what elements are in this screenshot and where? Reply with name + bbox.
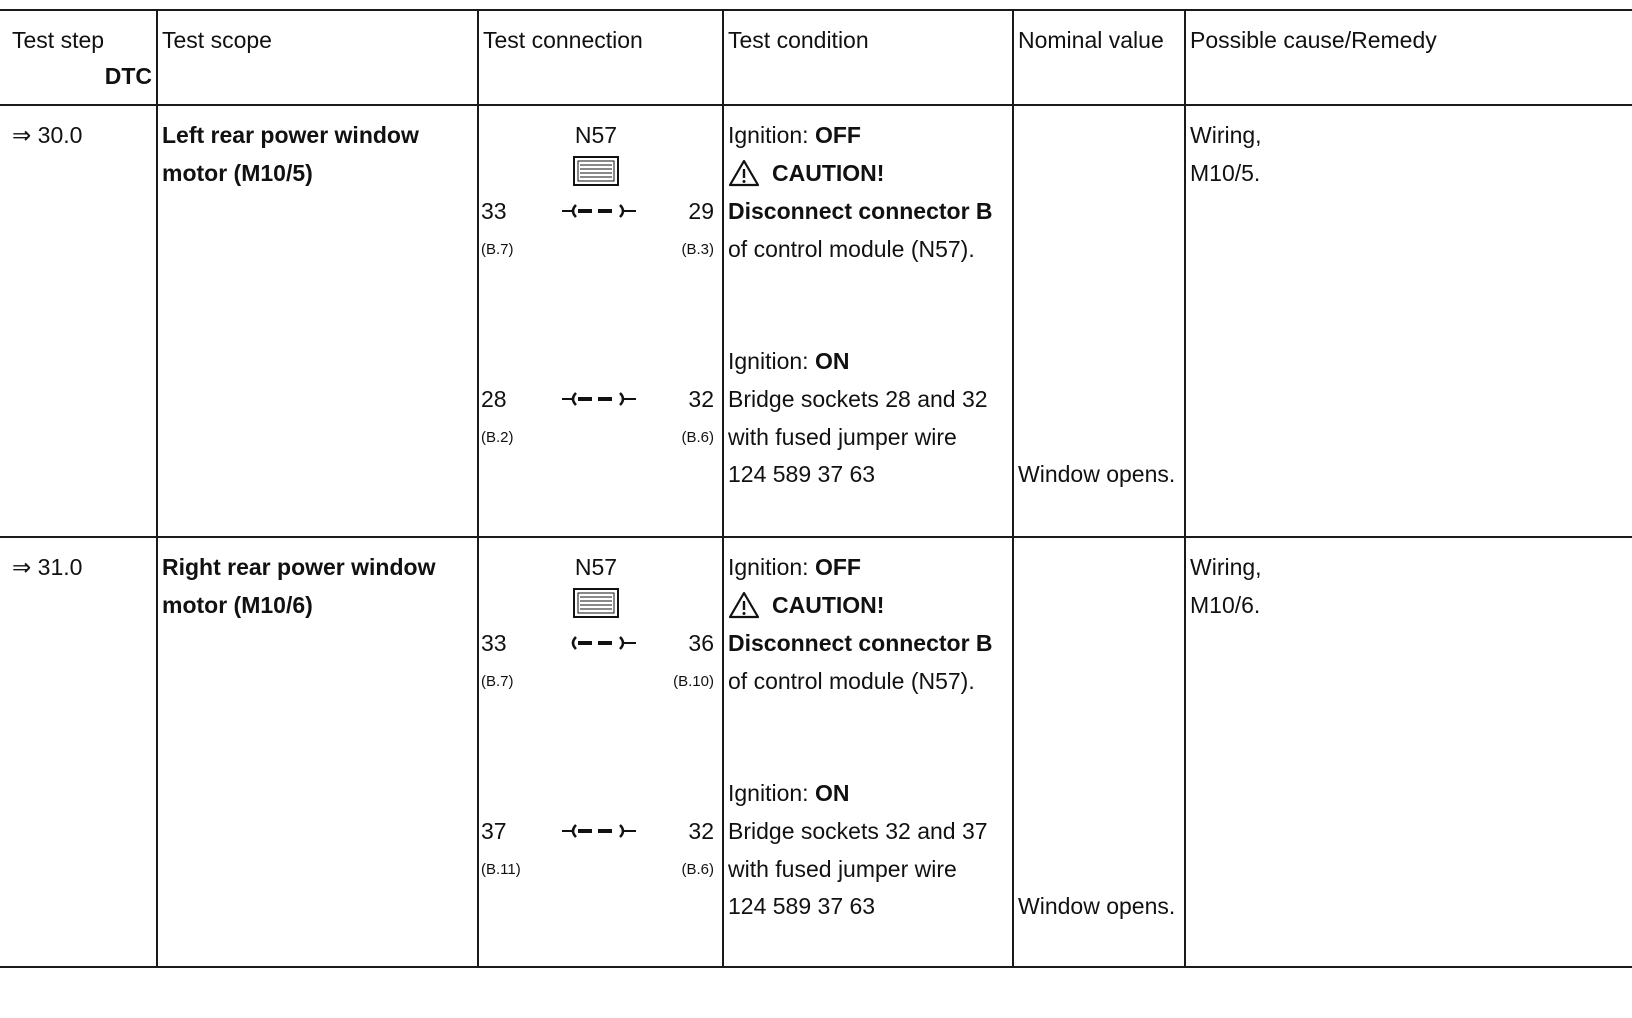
ignition-state: OFF <box>814 554 861 580</box>
left-pin-ref: (B.2) <box>481 429 514 446</box>
jumper-text: with fused jumper wire <box>728 856 957 882</box>
warning-triangle-icon <box>728 159 760 187</box>
left-pin: 33 <box>481 630 507 656</box>
condition-ignition-off <box>728 121 861 149</box>
test-scope-line2: motor (M10/5) <box>162 160 313 186</box>
right-pin-ref: (B.10) <box>673 673 714 690</box>
header-nominal-value: Nominal value <box>1018 27 1164 53</box>
jumper-connection-icon <box>560 390 640 408</box>
remedy-line1: Wiring, <box>1190 554 1262 580</box>
right-pin-ref: (B.3) <box>681 241 714 258</box>
right-pin: 32 <box>688 818 714 844</box>
row-divider <box>0 536 1632 538</box>
col-divider-4 <box>1012 9 1014 968</box>
col-divider-2 <box>477 9 479 968</box>
left-pin: 28 <box>481 386 507 412</box>
test-scope-line1: Left rear power window <box>162 122 419 148</box>
remedy-line2: M10/6. <box>1190 592 1261 618</box>
nominal-value: Window opens. <box>1018 893 1176 919</box>
bridge-text: Bridge sockets 28 and 32 <box>728 386 988 412</box>
test-step: ⇒ 30.0 <box>12 122 83 148</box>
col-divider-5 <box>1184 9 1186 968</box>
jumper-connection-icon <box>560 822 640 840</box>
header-test-scope: Test scope <box>162 27 272 53</box>
bridge-text: Bridge sockets 32 and 37 <box>728 818 988 844</box>
disconnect-text: Disconnect connector B <box>728 198 993 224</box>
right-pin: 36 <box>688 630 714 656</box>
col-divider-1 <box>156 9 158 968</box>
part-number: 124 589 37 63 <box>728 893 876 919</box>
left-pin-ref: (B.11) <box>481 861 521 878</box>
left-pin-ref: (B.7) <box>481 241 514 258</box>
ignition-label: Ignition: <box>728 348 815 374</box>
test-scope-line1: Right rear power window <box>162 554 436 580</box>
header-test-step: Test step <box>12 27 105 53</box>
jumper-connection-icon <box>560 634 640 652</box>
test-step: ⇒ 31.0 <box>12 554 83 580</box>
disconnect-text: Disconnect connector B <box>728 630 993 656</box>
ignition-label: Ignition: <box>728 780 815 806</box>
control-module-icon <box>573 588 619 618</box>
control-module-icon <box>573 156 619 186</box>
right-pin: 29 <box>688 198 714 224</box>
nominal-value: Window opens. <box>1018 461 1176 487</box>
header-dtc: DTC <box>104 63 152 89</box>
right-pin: 32 <box>688 386 714 412</box>
part-number: 124 589 37 63 <box>728 461 876 487</box>
left-pin-ref: (B.7) <box>481 673 514 690</box>
caution-text: CAUTION! <box>772 592 885 618</box>
ignition-state: OFF <box>814 122 861 148</box>
left-pin: 33 <box>481 198 507 224</box>
jumper-text: with fused jumper wire <box>728 424 957 450</box>
header-test-connection: Test connection <box>483 27 643 53</box>
header-rule <box>0 104 1632 106</box>
bottom-rule <box>0 966 1632 968</box>
remedy-line1: Wiring, <box>1190 122 1262 148</box>
condition-ignition-on <box>728 347 849 375</box>
condition-ignition-on <box>728 779 849 807</box>
ignition-state: ON <box>814 348 850 374</box>
header-remedy: Possible cause/Remedy <box>1190 27 1437 53</box>
left-pin: 37 <box>481 818 507 844</box>
header-test-condition: Test condition <box>728 27 869 53</box>
ignition-label: Ignition: <box>728 554 815 580</box>
module-text: of control module (N57). <box>728 236 975 262</box>
col-divider-3 <box>722 9 724 968</box>
test-scope-line2: motor (M10/6) <box>162 592 313 618</box>
top-rule <box>0 9 1632 11</box>
module-text: of control module (N57). <box>728 668 975 694</box>
warning-triangle-icon <box>728 591 760 619</box>
remedy-line2: M10/5. <box>1190 160 1261 186</box>
right-pin-ref: (B.6) <box>681 861 714 878</box>
caution-text: CAUTION! <box>772 160 885 186</box>
module-label: N57 <box>574 554 618 580</box>
ignition-label: Ignition: <box>728 122 815 148</box>
jumper-connection-icon <box>560 202 640 220</box>
ignition-state: ON <box>814 780 850 806</box>
right-pin-ref: (B.6) <box>681 429 714 446</box>
module-label: N57 <box>574 122 618 148</box>
condition-ignition-off <box>728 553 861 581</box>
